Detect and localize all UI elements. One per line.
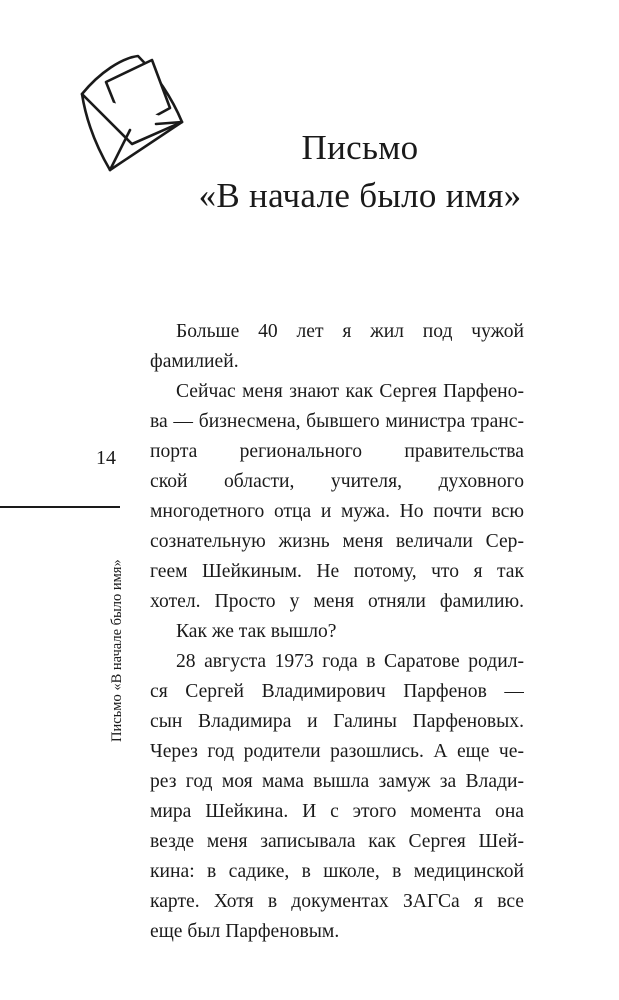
margin-rule (0, 506, 120, 508)
text-line: сознательную жизнь меня величали Сер- (150, 531, 524, 552)
text-line: мира Шейкина. И с этого момента она (150, 801, 524, 822)
text-line: геем Шейкиным. Не потому, что я так (150, 561, 524, 582)
text-line: карте. Хотя в документах ЗАГСа я все (150, 891, 524, 912)
chapter-title-line-1: Письмо (301, 128, 419, 167)
text-line: ся Сергей Владимирович Парфенов — (150, 681, 524, 702)
chapter-title (150, 124, 570, 220)
text-line: кина: в садике, в школе, в медицинской (150, 861, 524, 882)
text-line: Через год родители разошлись. А еще че- (150, 741, 524, 762)
text-line: Больше 40 лет я жил под чужой (176, 321, 524, 342)
chapter-title-line-2: «В начале было имя» (198, 176, 522, 215)
text-line: сын Владимира и Галины Парфеновых. (150, 711, 524, 732)
text-line: 28 августа 1973 года в Саратове родил- (176, 651, 524, 672)
text-line: фамилией. (150, 351, 239, 372)
text-line: порта регионального правительства (150, 441, 524, 462)
text-line: везде меня записывала как Сергея Шей- (150, 831, 524, 852)
text-line: хотел. Просто у меня отняли фамилию. (150, 591, 524, 612)
text-line: еще был Парфеновым. (150, 921, 340, 942)
body-text (150, 317, 524, 947)
page-number: 14 (96, 447, 116, 469)
text-line: многодетного отца и мужа. Но почти всю (150, 501, 524, 522)
running-head: Письмо «В начале было имя» (109, 559, 125, 742)
text-line: рез год моя мама вышла замуж за Влади- (150, 771, 524, 792)
text-line: Сейчас меня знают как Сергея Парфено- (176, 381, 524, 402)
text-line: ва — бизнесмена, бывшего министра транс- (150, 411, 524, 432)
text-line: ской области, учителя, духовного (150, 471, 524, 492)
text-line: Как же так вышло? (176, 621, 337, 642)
